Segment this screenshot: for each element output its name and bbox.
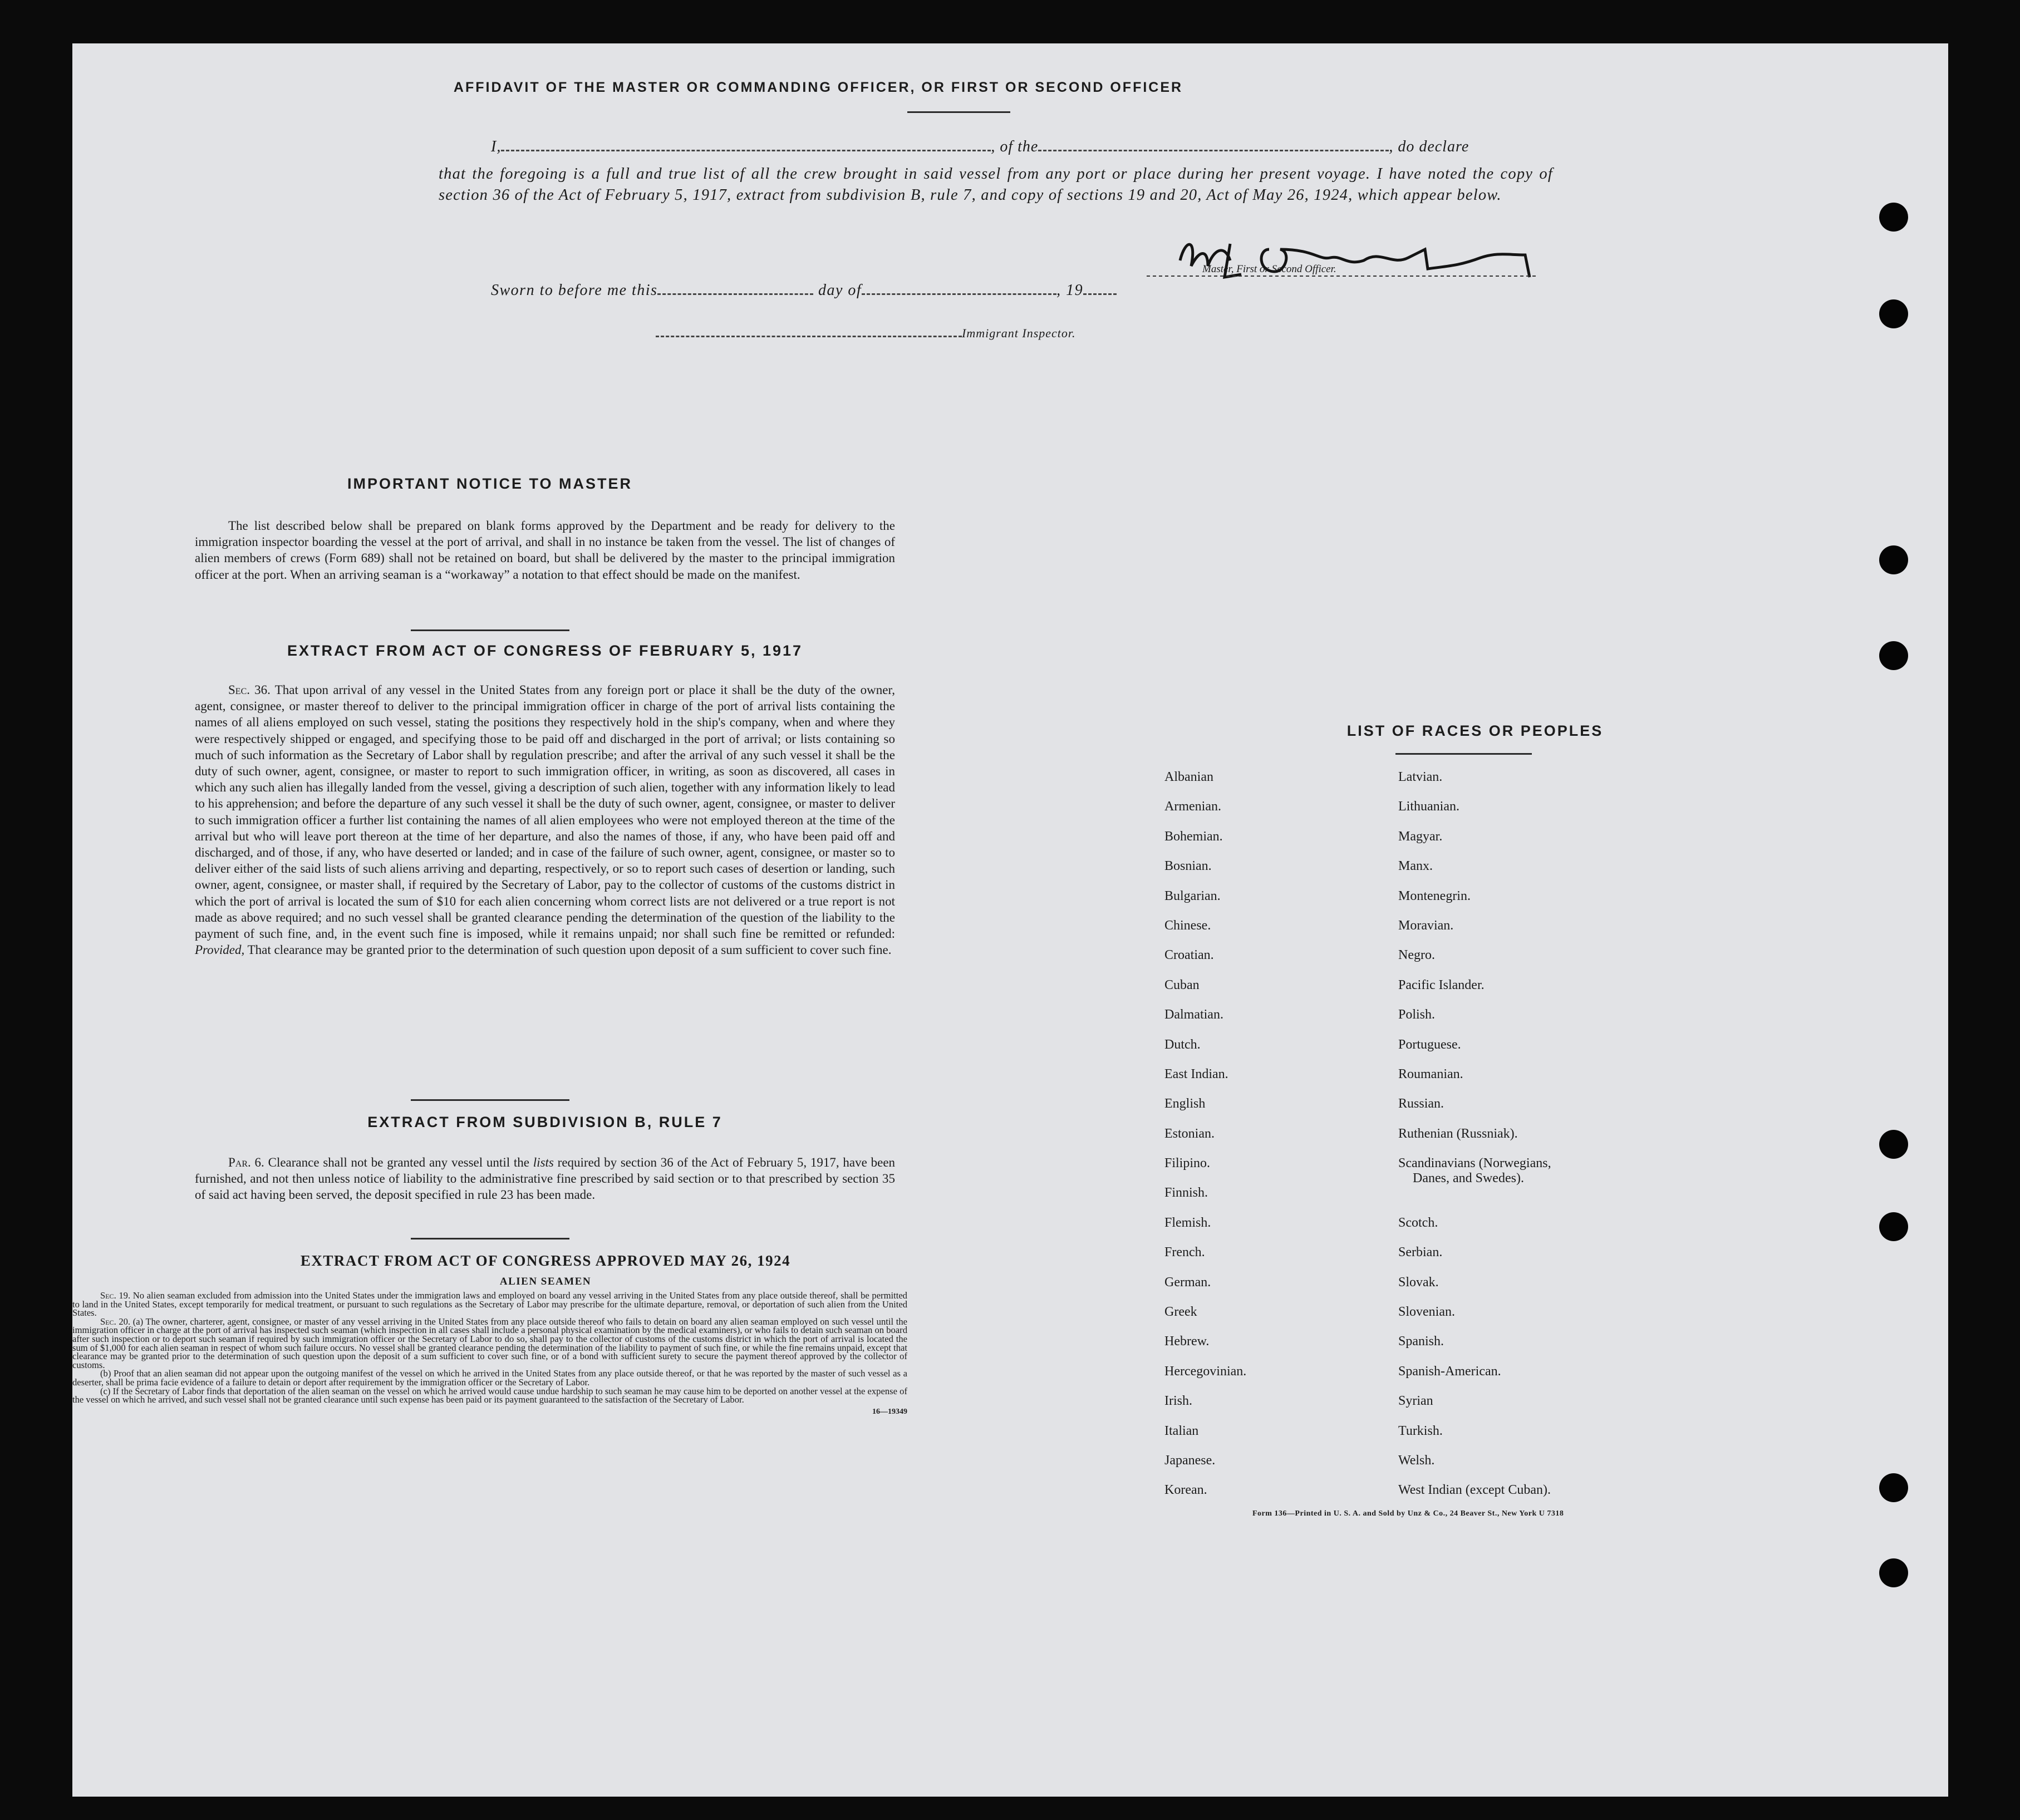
punch-hole — [1879, 299, 1908, 328]
race-item: English — [1164, 1096, 1206, 1111]
race-item: Turkish. — [1398, 1423, 1443, 1438]
divider-rule — [411, 1238, 569, 1239]
race-item: Dalmatian. — [1164, 1007, 1223, 1022]
punch-hole — [1879, 1473, 1908, 1502]
race-item: Irish. — [1164, 1394, 1192, 1409]
race-item: Slovenian. — [1398, 1305, 1455, 1320]
alien-seamen-subtitle: ALIEN SEAMEN — [499, 1276, 592, 1287]
race-item: Syrian — [1398, 1394, 1433, 1409]
race-item: Lithuanian. — [1398, 799, 1459, 814]
race-item: Russian. — [1398, 1096, 1444, 1111]
race-item: Polish. — [1398, 1007, 1436, 1022]
declaration-line: I, , of the , do declare — [491, 138, 1469, 155]
race-item: Hebrew. — [1164, 1334, 1210, 1349]
race-item: Montenegrin. — [1398, 888, 1471, 903]
title-rule — [907, 111, 1010, 113]
race-item: Greek — [1164, 1305, 1197, 1320]
form-footer: Form 136—Printed in U. S. A. and Sold by Unz & Co., 24 Beaver St., New York U 7318 — [1252, 1509, 1564, 1518]
race-item: Cuban — [1164, 977, 1200, 992]
race-item: Spanish-American. — [1398, 1364, 1501, 1379]
rule7-text: Par. 6. Clearance shall not be granted any vessel until the lists required by section 36 of the Act of February 5, 1917, have been furnished, and not then unless notice of liability to the administrative fine prescribed by said section or to that prescribed by section 35 of said act having been served, the deposit specified in rule 23 has been made. — [195, 1155, 896, 1202]
punch-hole — [1879, 545, 1908, 574]
race-item: Manx. — [1398, 859, 1433, 874]
race-item: Filipino. — [1164, 1156, 1211, 1171]
race-item: Magyar. — [1398, 829, 1443, 844]
divider-rule — [411, 629, 569, 631]
punch-hole — [1879, 1212, 1908, 1241]
race-item: Welsh. — [1398, 1453, 1435, 1468]
notice-text: The list described below shall be prepared on blank forms approved by the Department and be ready for delivery to the immigration inspector boarding the vessel at the port of arrival, and shall in no instance be taken from the vessel. The list of changes of alien members of crews (Form 689) shall not be retained on board, but shall be delivered by the master to the principal immigration officer at the port. When an arriving seaman is a “workaway” a notation to that effect should be made on the manifest. — [195, 519, 895, 582]
race-item: Dutch. — [1164, 1037, 1201, 1052]
punch-hole — [1879, 203, 1908, 232]
race-item: German. — [1164, 1275, 1211, 1290]
race-item: Chinese. — [1164, 918, 1211, 933]
document-sheet — [72, 43, 1948, 1797]
race-item: Scotch. — [1398, 1215, 1438, 1230]
race-item: Roumanian. — [1398, 1066, 1463, 1081]
race-item: Moravian. — [1398, 918, 1454, 933]
races-title: LIST OF RACES OR PEOPLES — [1346, 722, 1604, 739]
race-item: Albanian — [1164, 770, 1213, 784]
notice-title: IMPORTANT NOTICE TO MASTER — [347, 475, 632, 492]
race-item: West Indian (except Cuban). — [1398, 1483, 1551, 1498]
signature-label: Master, First or Second Officer. — [1202, 263, 1336, 275]
race-item: French. — [1164, 1245, 1205, 1260]
race-item: East Indian. — [1164, 1066, 1228, 1081]
signature-mark — [1147, 227, 1547, 288]
race-item: Armenian. — [1164, 799, 1221, 814]
divider-rule — [1395, 753, 1532, 755]
extract-1917-title: EXTRACT FROM ACT OF CONGRESS OF FEBRUARY 5, 1917 — [287, 642, 803, 659]
affidavit-body: that the foregoing is a full and true list of all the crew brought in said vessel from any port or place during her present voyage. I have noted the copy of section 36 of the Act of February 5, 1917, extract from subdivision B, rule 7, and copy of sections 19 and 20, Act of May 26, 1924, which appear below. — [439, 165, 1553, 204]
races-right-column — [1398, 770, 1551, 1513]
divider-rule — [411, 1099, 569, 1101]
race-item: Bulgarian. — [1164, 888, 1221, 903]
race-item-continuation: Danes, and Swedes). — [1413, 1171, 1524, 1186]
extract-1917-text: Sec. 36. That upon arrival of any vessel in the United States from any foreign port or place it shall be the duty of the owner, agent, consignee, or master thereof to deliver to the principal immigration officer in charge of the port of arrival lists containing the names of all aliens employed on such vessel, stating the positions they respectively hold in the ship's company, when and where they were respectively shipped or engaged, and specifying those to be paid off and discharged in the port of arrival; or lists containing so much of such information as the Secretary of Labor shall by regulation prescribe; and after the arrival of any such vessel it shall be the duty of such owner, agent, consignee, or master to report to such immigration officer, in writing, as soon as discovered, all cases in which any such alien has illegally landed from the vessel, giving a description of such alien, together with any information likely to lead to his apprehension; and before the departure of any such vessel it shall be the duty of such owner, agent, consignee, or master to deliver to such immigration officer a further list containing the names of all alien employees who were not employed thereon at the time of the arrival but who will leave port thereon at the time of her departure, and also the names of those, if any, who have been paid off and discharged, and of those, if any, who have deserted or landed; and in case of the failure of such owner, agent, consignee, or master so to deliver either of the said lists of such aliens arriving and departing, respectively, or so to report such cases of desertion or landing, such owner, agent, consignee, or master shall, if required by the Secretary of Labor, pay to the collector of customs of the customs district in which the port of arrival is located the sum of $10 for each alien concerning whom correct lists are not delivered or a true report is not made as above required; and no such vessel shall be granted clearance pending the determination of the question of the liability to the payment of such fine, and, in the event such fine is imposed, while it remains unpaid; nor shall such fine be remitted or refunded: Provided, That clearance may be granted prior to the determination of such question upon deposit of a sum sufficient to cover such fine. — [195, 683, 895, 957]
race-item: Portuguese. — [1398, 1037, 1461, 1052]
race-item: Spanish. — [1398, 1334, 1444, 1349]
race-item: Italian — [1164, 1423, 1199, 1438]
race-item: Bosnian. — [1164, 859, 1212, 874]
race-item: Latvian. — [1398, 770, 1443, 784]
race-item: Korean. — [1164, 1483, 1207, 1498]
race-item: Estonian. — [1164, 1126, 1215, 1141]
punch-hole — [1879, 641, 1908, 670]
race-item: Japanese. — [1164, 1453, 1216, 1468]
rule7-title: EXTRACT FROM SUBDIVISION B, RULE 7 — [367, 1114, 723, 1130]
race-item: Croatian. — [1164, 948, 1214, 963]
sworn-line: Sworn to before me this day of , 19 — [491, 282, 1117, 299]
affidavit-title: AFFIDAVIT OF THE MASTER OR COMMANDING OFFICER, OR FIRST OR SECOND OFFICER — [453, 80, 1183, 95]
race-item: Bohemian. — [1164, 829, 1223, 844]
race-item: Scandinavians (Norwegians, Danes, and Swedes). — [1398, 1156, 1551, 1186]
race-item: Serbian. — [1398, 1245, 1443, 1260]
extract-1924-text: Sec. 19. No alien seaman excluded from admission into the United States under the immigration laws and employed on board any vessel arriving in the United States from any place outside thereof, shall be permitted to land in the United States, except temporarily for medical treatment, or pursuant to such regulations as the Secretary of Labor may prescribe for the ultimate departure, removal, or deportation of such alien from the United States. Sec. 20. (a) The owner, charterer, agent, consignee, or master of any vessel arriving in the United States from any place outside thereof who fails to detain on board any alien seaman employed on such vessel until the immigration officer in charge at the port of arrival has inspected such seaman (which inspection in all cases shall include a personal physical examination by the medical examiners), or who fails to detain such seaman on board after such inspection or to deport such seaman if required by such immigration officer or the Secretary of Labor to do so, shall pay to the collector of customs of the customs district in which the port of arrival is located the sum of $1,000 for each alien seaman in respect of whom such failure occurs. No vessel shall be granted clearance pending the determination of the liability to payment of such fine, or while the fine remains unpaid, except that clearance may be granted prior to the determination of such question upon the deposit of a sum sufficient to cover such fine, or of a bond with sufficient surety to secure the payment thereof approved by the collector of customs. (b) Proof that an alien seaman did not appear upon the outgoing manifest of the vessel on which he arrived in the United States from any place outside thereof, or that he was reported by the master of such vessel as a deserter, shall be prima facie evidence of a failure to detain or deport after requirement by the immigration officer or the Secretary of Labor. (c) If the Secretary of Labor finds that deportation of the alien seaman on the vessel on which he arrived would cause undue hardship to such seaman he may cause him to be deported on another vessel at the expense of the vessel on which he arrived, and such vessel shall not be granted clearance until such expense has been paid or its payment guaranteed to the satisfaction of the Secretary of Labor. 16—19349 — [72, 1290, 907, 1416]
race-item: Negro. — [1398, 948, 1435, 963]
race-item: Hercegovinian. — [1164, 1364, 1247, 1379]
race-item: Flemish. — [1164, 1215, 1211, 1230]
inspector-line: Immigrant Inspector. — [656, 326, 1076, 341]
punch-hole — [1879, 1130, 1908, 1159]
race-item: Ruthenian (Russniak). — [1398, 1126, 1518, 1141]
race-item: Slovak. — [1398, 1275, 1439, 1290]
race-item: Finnish. — [1164, 1186, 1208, 1201]
punch-hole — [1879, 1558, 1908, 1587]
races-left-column — [1164, 770, 1246, 1513]
race-item: Pacific Islander. — [1398, 977, 1485, 992]
extract-1924-title: EXTRACT FROM ACT OF CONGRESS APPROVED MAY 26, 1924 — [300, 1252, 791, 1269]
